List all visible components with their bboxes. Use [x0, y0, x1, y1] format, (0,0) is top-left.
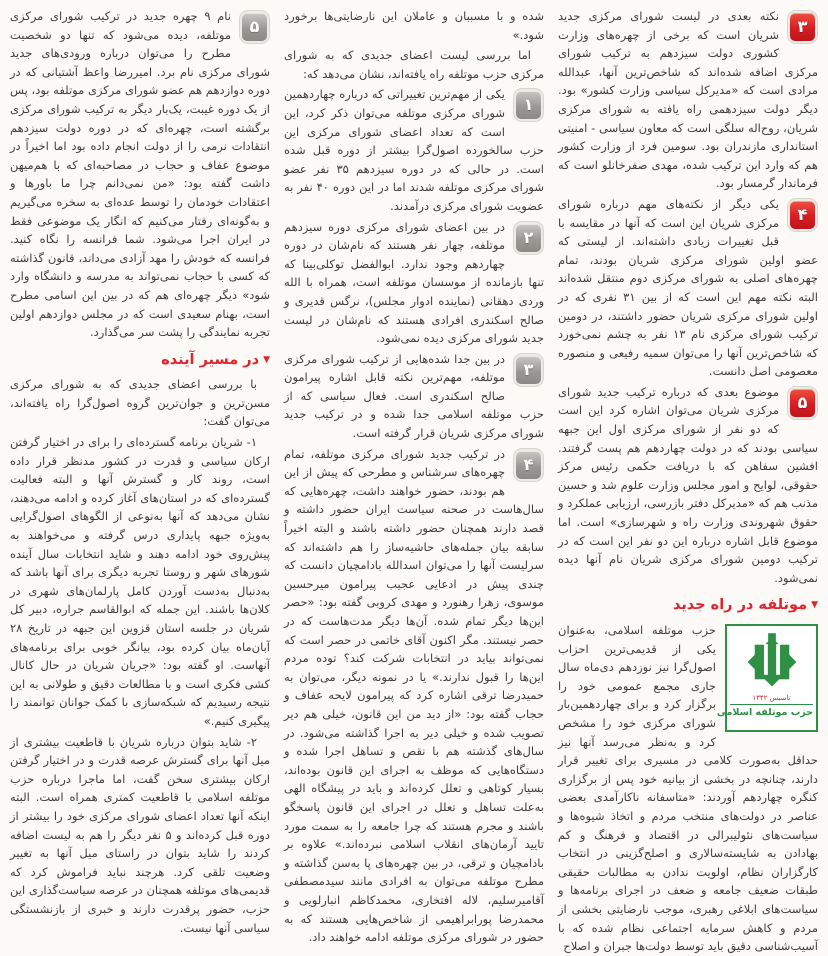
badge-number: ۳: [790, 13, 815, 41]
section-heading-motalefeh: [558, 596, 818, 615]
numbered-item-sharyan-4: [558, 195, 818, 381]
paragraph-text: ۱- شریان برنامه گسترده‌ای را برای در اختیار گرفتن ارکان سیاسی و قدرت در کشور مدنظر قرار داده است، روند کار و گسترش آنها و البته فعالیت گسترده‌ای که در استان‌های آغاز کرده و ادامه می‌دهند، نشان می‌دهد که آنها به‌نوعی از الگوهای اصول‌گرایی به‌ویژه جبهه پایداری درس گرفته و می‌خواهند به پیش‌روی خود ادامه دهند و شاید انتخابات سال آینده شورهای شهر و روستا تجربه دیگری برای آنها باشد که به‌دنبال به‌دست آوردن کامل پارلمان‌های شهری در کلان‌ها باشند. این جمله که ابوالقاسم جراره، دبیر کل شریان در جلسه استان قزوین این جبهه در تاریخ ۲۸ آبان‌ماه بیان کرده بود، بیانگر خوبی برای برنامه‌های آنهاست. او گفته بود: «جریان شریان در حال کانال کشی فکری است و با مطالعات دقیق و طولانی به این نتیجه رسیدیم که شبکه‌سازی با کمک جوانان توانمند را پیگیری کنیم.»: [10, 435, 270, 728]
future-point-2: [10, 733, 270, 938]
motalefeh-emblem-icon: [740, 630, 804, 694]
numbered-item-sharyan-5: [558, 383, 818, 588]
section-heading-text: موتلفه در راه جدید: [672, 597, 808, 614]
item-text: یکی از مهم‌ترین تغییراتی که درباره چهاردهمین شورای مرکزی موتلفه می‌توان ذکر کرد، این است که تعداد اعضای شورای مرکزی این حزب سالخورده اصول‌گرا بیشتر از دوره قبل شده است. در حالی که در دوره سیزدهم ۳۵ نفر عضو شورای مرکزی موتلفه شدند اما در این دوره ۴۰ نفر به عضویت شورای مرکزی درآمدند.: [284, 87, 544, 213]
column-right: [558, 7, 819, 954]
paragraph-text: حزب موتلفه اسلامی، به‌عنوان یکی از قدیمی‌ترین احزاب اصول‌گرا نیز نوزدهم دی‌ماه سال جاری مجمع عمومی خود را برگزار کرد و برای چهاردهمین‌بار شورای مرکزی خود را مشخص کرد و به‌نظر می‌رسد آنها نیز حداقل به‌صورت کلامی در مسیری برای تغییر قرار دارند، چنانچه در بخشی از بیانیه خود پس از برگزاری کنگره چهاردهم آوردند: «متاسفانه ناکارآمدی بعضی عناصر در دولت‌های منتخب مردم و اتخاذ شیوه‌ها و سیاست‌های نئولیبرالی در اقتصاد و فرهنگ و کم بهادادن به شایسته‌سالاری و اصلح‌گزینی در انتخاب کارگزاران نظام، اولویت ندادن به مطالبات حقیقی طبقات ضعیف جامعه و ضعف در اجرای برنامه‌ها و سیاست‌های ابلاغی رهبری، موجب نارضایتی بخشی از مردم و کاهش سرمایه اجتماعی نظام شده که با آسیب‌شناسی دقیق باید توسط دولت‌ها جبران و اصلاح: [558, 623, 818, 954]
motalefeh-intro-paragraph: [558, 621, 818, 956]
item-number-badge: [239, 10, 270, 44]
column-left: [10, 7, 270, 935]
item-text: در ترکیب جدید شورای مرکزی موتلفه، تمام چهره‌های سرشناس و مطرحی که پیش از این هم بودند، حضور خواهند داشت، چهره‌هایی که سال‌هاست در صحنه سیاست ایران حضور داشته و قصد دارند همچنان حضور داشته باشند و البته اخیراً سابقه بیان جمله‌های حاشیه‌ساز را هم داشته‌اند که سرلیست آنها را می‌توان اسدالله بادامچیان دانست که چندی پیش در ادعایی عجیب پیرامون میرحسین موسوی، زهرا رهنورد و مهدی کروبی گفته بود: «حصر این‌ها دیگر تمام شده. آن‌ها دیگر مدت‌هاست که در حصر نیستند. مگر اکنون آقای خاتمی در حصر است که نمی‌تواند بیاید در انتخابات شرکت کند؟ توده مردم این‌ها را قبول ندارند.» یا در نمونه دیگر، می‌توان به حمیدرضا ترقی اشاره کرد که پیرامون لایحه عفاف و حجاب گفته بود: «از دید من این قانون، خیلی هم دیر تصویب شده و خیلی دیر به اجرا گذاشته می‌شود. در سال‌های گذشته هم با نقص و تساهل اجرا شده و دستگاه‌هایی که موظف به اجرای این قانون بوده‌اند، بسیار کوتاهی و تعلل کرده‌اند و باید در پیشگاه الهی به‌علت تساهل و تعلل در اجرای این قانون پاسخگو باشند و مجرم هستند که چرا جامعه را به سمت مورد تایید آرمان‌های انقلاب اسلامی نبرده‌اند.» علاوه بر بادامچیان و ترقی، در بین چهره‌های پا به‌سن گذاشته و مطرح موتلفه می‌توان به افرادی مانند سیدمصطفی آقامیرسلیم، لاله افتخاری، محمدکاظم انبارلویی و محمدرضا پورابراهیمی از شاخص‌هایی هستند که به حضور در شورای مرکزی موتلفه ادامه خواهند داد.: [284, 446, 544, 945]
item-text: نکته بعدی در لیست شورای مرکزی جدید شریان است که برخی از چهره‌های وزارت کشوری دولت سیزدهم به ترکیب شورای مرکزی اضافه شده‌اند که شاخص‌ترین آنها، عبدالله مرادی است که «مدیرکل سیاسی وزارت کشور» بود. دیگر دولت سیزدهمی راه یافته به شورای مرکزی شریان، روح‌اله سلگی است که معاون سیاسی - امنیتی استانداری مازندران بود. سومین فرد از وزارت کشور هم که وارد این ترکیب شده، مهدی صفرخانلو است که فرماندار گرمسار بود.: [558, 9, 818, 191]
badge-number: ۴: [516, 451, 541, 479]
badge-number: ۲: [516, 224, 541, 252]
badge-number: ۳: [516, 356, 541, 384]
badge-number: ۱: [516, 91, 541, 119]
item-number-badge: [787, 386, 818, 420]
section-heading-future: [10, 351, 270, 370]
lead-paragraph: [284, 46, 544, 83]
paragraph-text: ۲- شاید بتوان درباره شریان با قاطعیت بیشتری از میل آنها برای گسترش عرصه قدرت و در اختیار گرفتن ارکان بیشتری سخن گفت، اما ماجرا درباره حزب موتلفه اسلامی با قاطعیت کمتری همراه است. البته اینکه آنها تعداد اعضای شورای مرکزی خود را بیشتر از دوره قبل کرده‌اند و ۵ نفر دیگر را هم به لیست اضافه کردند را شاید بتوان در راستای میل آنها به تغییر وضعیت تلقی کرد. هرچند نباید فراموش کرد که قدیمی‌های موتلفه همچنان در عرصه سیاست‌گذاری این حزب، حضور پرقدرت دارند و خبری از بازنشستگی سیاسی آنها نیست.: [10, 734, 270, 935]
item-number-badge: [513, 353, 544, 387]
logo-founded-text: تاسیس ۱۳۴۲: [752, 694, 791, 702]
badge-number: ۴: [790, 201, 815, 229]
item-text: موضوع بعدی که درباره ترکیب جدید شورای مرکزی شریان می‌توان اشاره کرد این است که دو نفر از شورای مرکزی اول این جبهه سیاسی بودند که در دولت چهاردهم هم پست گرفتند. افشین سفاهن که با دریافت حکمی رئیس مرکز حقوقی، لوایح و امور مجلس وزارت علوم شد و حسین مذنب هم که «مدیرکل دفتر بازرسی، ارزیابی عملکرد و حقوق شهروندی وزارت راه و شهرسازی» است. اما موضوع قابل اشاره درباره این دو نفر این است که در ترکیب دومین شورای مرکزی شریان نام آنها دیده نمی‌شود.: [558, 384, 818, 585]
numbered-item-sharyan-3: [558, 7, 818, 193]
numbered-item-motalefeh-1: [284, 85, 544, 215]
item-number-badge: [787, 10, 818, 44]
item-number-badge: [513, 221, 544, 255]
motalefeh-party-logo: [716, 624, 818, 732]
column-middle: [284, 7, 544, 945]
continuation-paragraph: [284, 7, 544, 44]
item-number-badge: [787, 198, 818, 232]
paragraph-text: شده و با مسببان و عاملان این نارضایتی‌ها برخورد شود.»: [284, 9, 544, 42]
paragraph-text: اما بررسی لیست اعضای جدیدی که به شورای مرکزی حزب موتلفه راه یافته‌اند، نشان می‌دهد که:: [284, 48, 544, 81]
numbered-item-motalefeh-5: [10, 7, 270, 342]
triangle-bullet-icon: ▼: [811, 600, 818, 611]
badge-number: ۵: [790, 389, 815, 417]
numbered-item-motalefeh-3: [284, 350, 544, 443]
item-number-badge: [513, 88, 544, 122]
paragraph-text: با بررسی اعضای جدیدی که به شورای مرکزی مسن‌ترین و جوان‌ترین گروه اصول‌گرا راه یافته‌اند، می‌توان گفت:: [10, 377, 270, 429]
item-text: نام ۹ چهره جدید در ترکیب شورای مرکزی موتلفه، دیده می‌شود که تنها دو شخصیت مطرح را می‌توان درباره ورودی‌های جدید شورای مرکزی نام برد. امیررضا واعظ آشتیانی که در دوره دوازدهم هم عضو شورای مرکزی موتلفه بود، پس از یک دوره غیبت، یک‌بار دیگر به ترکیب شورای مرکزی برگشته است، چهره‌ای که در دوره دولت سیزدهم انتقادات نرمی را از دولت انجام داده بود اما اخیراً در موضوع عفاف و حجاب در مصاحبه‌ای که با هم‌میهن داشت گفته بود: «من نمی‌دانم چرا ما باورها و اعتقادات خودمان را توسط عده‌ای به سخره می‌گیریم و به‌گونه‌ای رفتار می‌کنیم که انگار یک موضوعی فقط در ایران اجرا می‌شود. شما فرانسه را نگاه کنید. فرانسه که خودش را مهد آزادی می‌داند، قانون گذاشته که کسی با حجاب نمی‌تواند به مدرسه و دانشگاه وارد شود» دیگر چهره‌ای هم که در بین این اسامی مطرح است، بهنام سعیدی است که در مجلس دوازدهم اولین تجربه نمایندگی را پشت سر می‌گذارد.: [10, 9, 270, 340]
logo-party-name: حزب موتلفه اسلامی: [730, 704, 813, 719]
item-text: در بین اعضای شورای مرکزی دوره سیزدهم موتلفه، چهار نفر هستند که نام‌شان در دوره چهاردهم وجود ندارد. ابوالفضل توکلی‌بینا که تنها بازمانده از موسسان موتلفه است، همراه با الله وردی دهقانی (نماینده ادوار مجلس)، نرگس قدیری و صالح اسکندری افرادی هستند که نام‌شان در لیست جدید شورای مرکزی دیده نمی‌شود.: [284, 219, 544, 346]
future-intro-paragraph: [10, 375, 270, 431]
section-heading-text: در مسیر آینده: [161, 351, 260, 368]
item-text: در بین جدا شده‌هایی از ترکیب شورای مرکزی موتلفه، مهم‌ترین نکته قابل اشاره پیرامون صالح اسکندری است. فعال سیاسی که از حزب موتلفه اسلامی جدا شده و در ترکیب جدید شورای مرکزی شریان قرار گرفته است.: [284, 351, 544, 441]
item-number-badge: [513, 448, 544, 482]
numbered-item-motalefeh-2: [284, 218, 544, 348]
triangle-bullet-icon: ▼: [263, 354, 270, 365]
badge-number: ۵: [242, 13, 267, 41]
numbered-item-motalefeh-4: [284, 445, 544, 947]
item-text: یکی دیگر از نکته‌های مهم درباره شورای مرکزی شریان این است که آنها در مقایسه با قبل تغییرات زیادی داشته‌اند. از لیستی که عضو اولین شورای مرکزی شریان بودند، تمام چهره‌های اصلی به شورای مرکزی دوم منتقل شده‌اند البته نکته مهم این است که از بین ۳۱ نفری که در اولین شورای مرکزی شریان حضور داشتند، در دومین ترکیب شورای مرکزی نام ۱۳ نفر به چشم نمی‌خورد که شاخص‌ترین آنها را می‌توان سمیه رفیعی و منصوره معصومی اصل دانست.: [558, 196, 819, 379]
future-point-1: [10, 433, 270, 731]
